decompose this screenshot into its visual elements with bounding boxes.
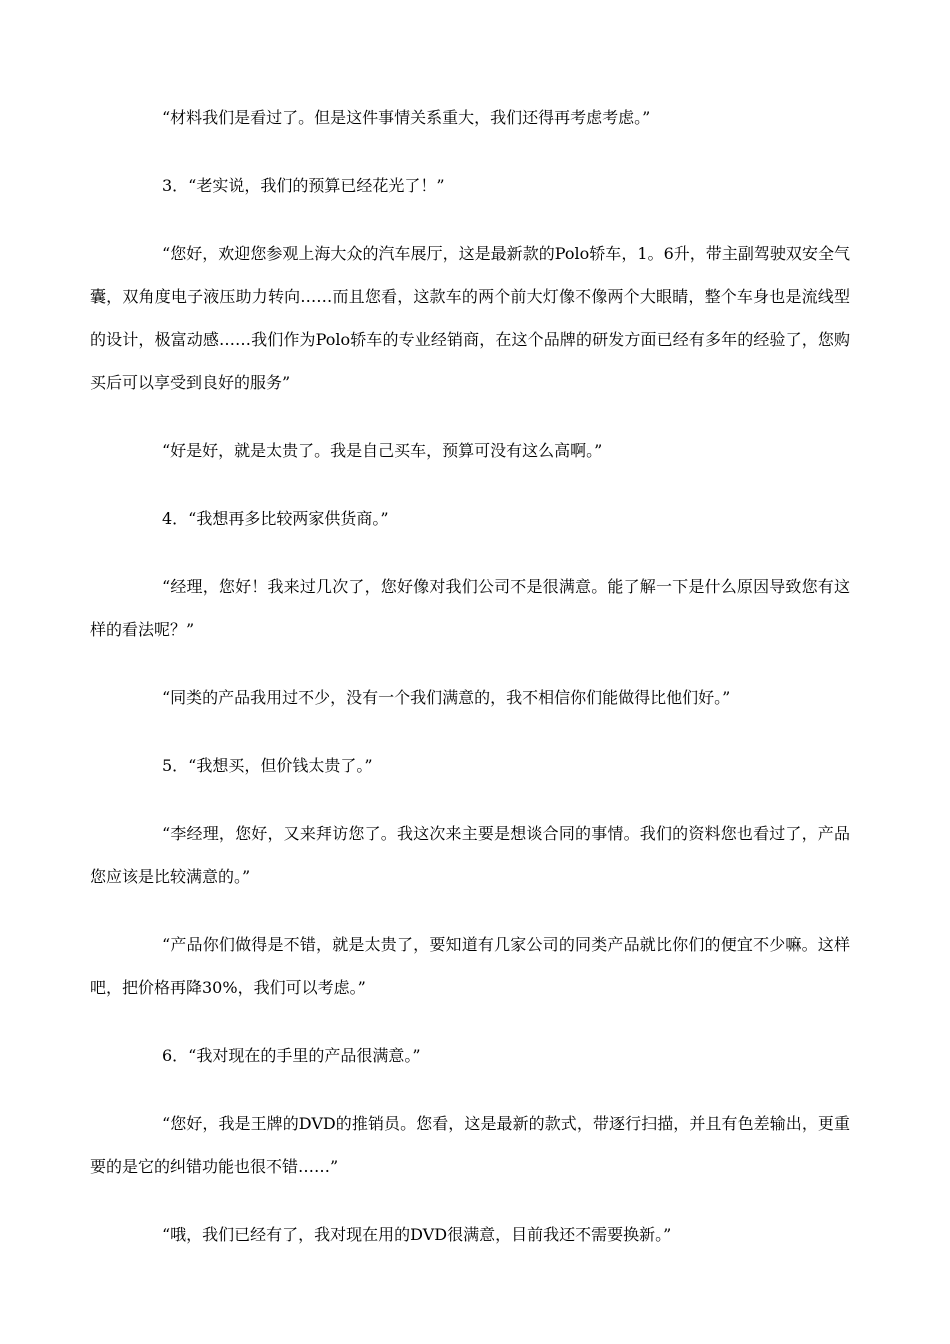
paragraph-3: “您好，欢迎您参观上海大众的汽车展厅，这是最新款的Polo轿车，1。6升，带主副驾驶双安全气囊，双角度电子液压助力转向……而且您看，这款车的两个前大灯像不像两个大眼睛，整个车身也是流线型的设计，极富动感……我们作为Polo轿车的专业经销商，在这个品牌的研发方面已经有多年的经验了，您购买后可以享受到良好的服务” [90, 244, 850, 392]
heading-item-6: 6．“我对现在的手里的产品很满意。” [162, 1046, 421, 1065]
heading-item-5: 5．“我想买，但价钱太贵了。” [162, 756, 373, 775]
paragraph-7: “同类的产品我用过不少，没有一个我们满意的，我不相信你们能做得比他们好。” [162, 688, 731, 707]
paragraph-1: “材料我们是看过了。但是这件事情关系重大，我们还得再考虑考虑。” [162, 108, 651, 127]
paragraph-6: “经理，您好！我来过几次了，您好像对我们公司不是很满意。能了解一下是什么原因导致您有这样的看法呢？” [90, 577, 850, 639]
paragraph-10: “产品你们做得是不错，就是太贵了，要知道有几家公司的同类产品就比你们的便宜不少嘛。这样吧，把价格再降30%，我们可以考虑。” [90, 935, 850, 997]
paragraph-12: “您好，我是王牌的DVD的推销员。您看，这是最新的款式，带逐行扫描，并且有色差输出，更重要的是它的纠错功能也很不错……” [90, 1114, 850, 1176]
paragraph-4: “好是好，就是太贵了。我是自己买车，预算可没有这么高啊。” [162, 441, 603, 460]
document-body [90, 96, 850, 1281]
heading-item-4: 4．“我想再多比较两家供货商。” [162, 509, 389, 528]
paragraph-13: “哦，我们已经有了，我对现在用的DVD很满意，目前我还不需要换新。” [162, 1225, 672, 1244]
heading-item-3: 3．“老实说，我们的预算已经花光了！” [162, 176, 445, 195]
paragraph-9: “李经理，您好，又来拜访您了。我这次来主要是想谈合同的事情。我们的资料您也看过了，产品您应该是比较满意的。” [90, 824, 850, 886]
